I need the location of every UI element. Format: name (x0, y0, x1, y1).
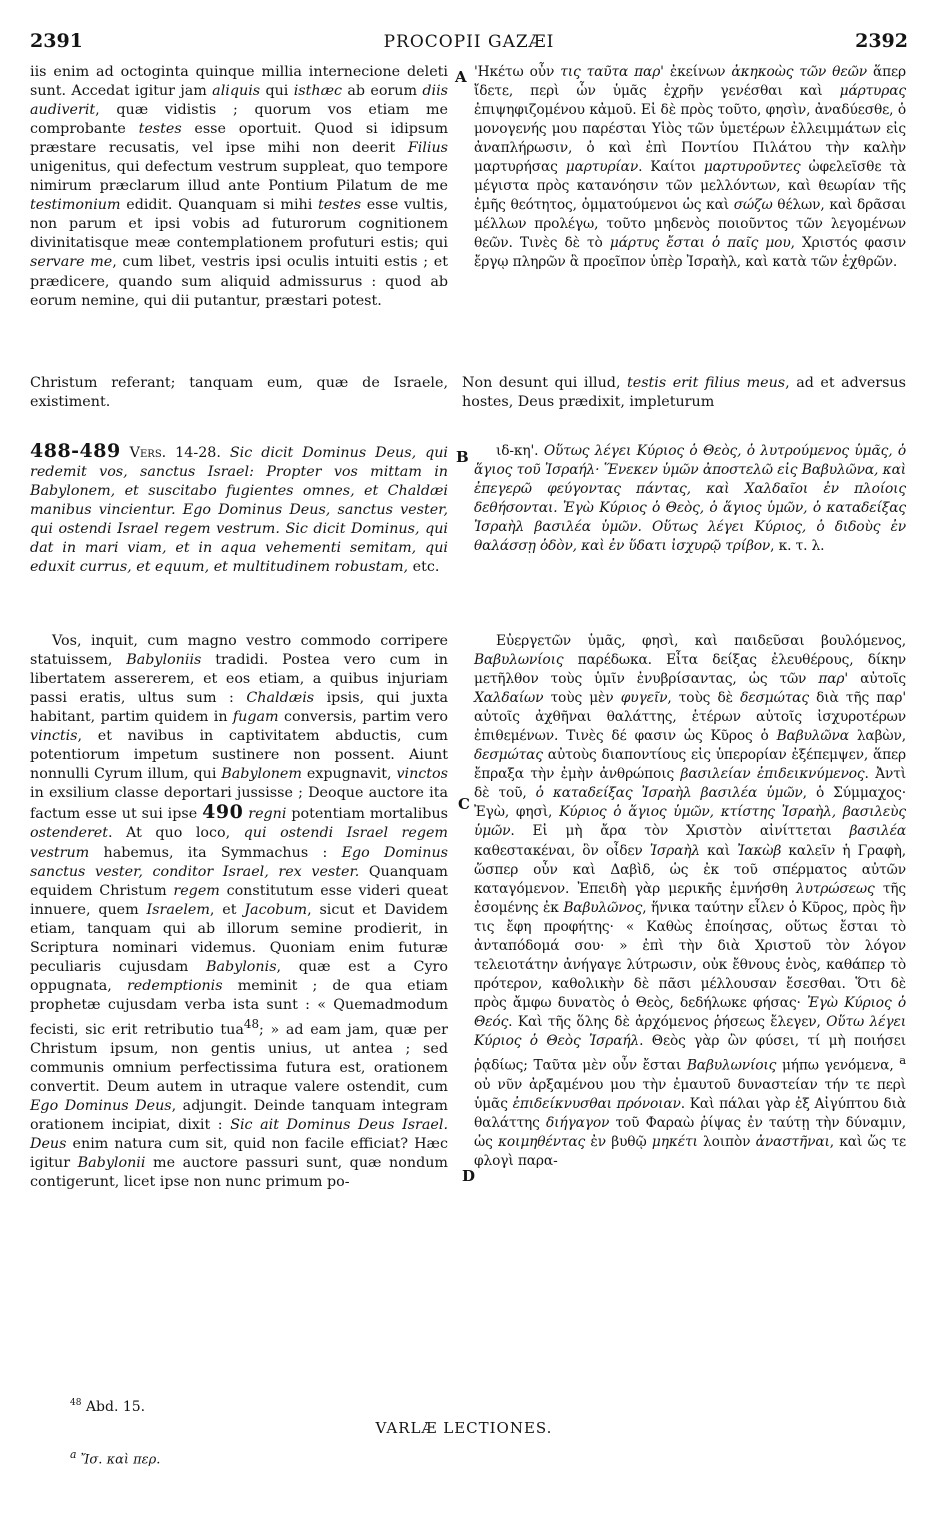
variant-reading-a: $^a$ Ἴσ. καὶ περ. (70, 1448, 161, 1468)
margin-marker-a: A (455, 68, 467, 86)
footnote-number: 48 (70, 1398, 82, 1408)
latin-paragraph-c (30, 632, 448, 1192)
variae-lectiones-heading: VARLÆ LECTIONES. (375, 1419, 553, 1437)
latin-column-b (30, 442, 448, 577)
greek-paragraph-c: Εὐεργετῶν ὑμᾶς, φησὶ, καὶ παιδεῦσαι βουλόμενος, Βαβυλωνίοις παρέδωκα. Εἶτα δείξας ἐλευθέρους, δίκην μετῆλθον τοὺς ὑμῖν ἐνυβρίσαντας, ὡς τῶν παρ' αὐτοῖς Χαλδαίων τοὺς μὲν φυγεῖν, τοὺς δὲ δεσμώτας διὰ τῆς παρ' αὐτοῖς ἀχθῆναι θαλάττης, ἑτέρων αὐτοῖς ἰσχυροτέρων ἐπιθεμένων. Τινὲς δέ φασιν ὡς Κῦρος ὁ Βαβυλῶνα λαβὼν, δεσμώτας αὐτοὺς διαποντίους εἰς ὑπερορίαν ἐξέπεμψεν, ἅπερ ἔπραξα τὴν ἐμὴν ἀνθρώποις βασιλείαν ἐπιδεικνύμενος. Ἀντὶ δὲ τοῦ, ὁ καταδείξας Ἰσραὴλ βασιλέα ὑμῶν, ὁ Σύμμαχος· Ἐγὼ, φησὶ, Κύριος ὁ ἅγιος ὑμῶν, κτίστης Ἰσραὴλ, βασιλεὺς ὑμῶν. Εἰ μὴ ἄρα τὸν Χριστὸν αἰνίττεται βασιλέα καθεστακέναι, ὃν οἶδεν Ἰσραὴλ καὶ Ἰακὼβ καλεῖν ἡ Γραφὴ, ὥσπερ οὖν καὶ Δαβὶδ, ὡς ἐκ τοῦ σπέρματος αὐτῶν καταγόμενον. Ἐπειδὴ γὰρ μερικῆς ἐμνήσθη λυτρώσεως τῆς ἐσομένης ἐκ Βαβυλῶνος, ἥνικα ταύτην εἷλεν ὁ Κῦρος, πρὸς ἣν τις ἔφη προφήτης· « Καθὼς ἐποίησας, οὕτως ἔσται τὸ ἀνταπόδομά σου· » ἐπὶ τὴν διὰ Χριστοῦ τὸν λόγον τελειοτάτην ἀνήγαγε λύτρωσιν, οὐκ ἔθνους ἑνὸς, καθάπερ τὸ πρότερον, καθολικὴν δὲ πᾶσι μέλλουσαν ἔσεσθαι. Ὅτι δὲ πρὸς ἄμφω δυνατὸς ὁ Θεὸς, δεδήλωκε φήσας· Ἐγὼ Κύριος ὁ Θεός. Καὶ τῆς ὅλης δὲ ἀρχόμενος ῥήσεως ἔλεγεν, Οὕτω λέγει Κύριος ὁ Θεὸς Ἰσραήλ. Θεὸς γὰρ ὢν φύσει, τί μὴ ποιήσει ῥᾳδίως; Ταῦτα μὲν οὖν ἔσται Βαβυλωνίοις μήπω γενόμενα, $^a$ οὐ νῦν ἀρξαμένου μου τὴν ἐμαυτοῦ δυναστείαν τήν τε περὶ ὑμᾶς ἐπιδείκνυσθαι πρόνοιαν. Καὶ πάλαι γὰρ ἐξ Αἰγύπτου διὰ θαλάττης διήγαγον τοῦ Φαραὼ ῥίψας ἐν ταύτῃ τὴν δύναμιν, ὡς κοιμηθέντας ἐν βυθῷ μηκέτι λοιπὸν ἀναστῆναι, καὶ ὥς τε φλογὶ παρα- (474, 633, 907, 1169)
latin-continuation (30, 374, 448, 412)
column-number-488-489: 488-489 (30, 440, 121, 462)
column-number-490: 490 (202, 801, 244, 824)
greek-column-a (474, 63, 906, 273)
verse-reference: Vers. 14-28. (129, 445, 221, 461)
latin-column-c (30, 632, 448, 1192)
greek-paragraph-a: 'Ηκέτω οὖν τις ταῦτα παρ' ἐκείνων ἀκηκοὼς τῶν θεῶν ἅπερ ἴδετε, περὶ ὧν ὑμᾶς ἐχρῆν γενέσθαι καὶ μάρτυρας ἐπιψηφιζομένου κἀμοῦ. Εἰ δὲ πρὸς τοῦτο, φησὶν, ἀναδύεσθε, ὁ μονογενής μου παρέσται Υἱὸς τῶν ὑμετέρων ἐλλειμμάτων εἰς ἀναπλήρωσιν, ὁ καὶ ἐπὶ Ποντίου Πιλάτου τὴν καλὴν μαρτυρήσας μαρτυρίαν. Καίτοι μαρτυροῦντες ὠφελεῖσθε τὰ μέγιστα πρὸς κατανόησιν τῶν μελλόντων, καὶ θεωρίαν τῆς ἐμῆς θεότητος, ὀμματούμενοι ὡς καὶ σώζω θέλων, καὶ δρᾶσαι μέλλων προλέγω, τοῦτο μηδενὸς ποιοῦντος τῶν λεγομένων θεῶν. Τινὲς δὲ τὸ μάρτυς ἔσται ὁ παῖς μου, Χριστός φασιν ἔργῳ πληρῶν ἃ προεῖπον ὑπὲρ Ἰσραὴλ, καὶ κατὰ τῶν ἐχθρῶν. (474, 64, 906, 271)
latin-continuation-right-text: Non desunt qui illud, testis erit filius meus, ad et adversus hostes, Deus prædixit, impleturum (462, 375, 907, 411)
margin-marker-d: D (462, 1167, 476, 1185)
latin-commentary-part-1: Vos, inquit, cum magno vestro commodo corripere statuissem, Babyloniis tradidi. Postea vero cum in libertatem assererem, et eos etiam, a quibus injuriam passi eratis, ultus sum : Chaldæis ipsis, qui juxta habitant, partim quidem in fugam conversis, partim vero vinctis, et navibus in captivitatem abductis, cum potentiorum impetum sustinere non possent. Aiunt nonnulli Cyrum illum, qui Babylonem expugnavit, vinctos in exsilium classe deportari jussisse ; Deoque auctore ita factum esse ut sui ipse (30, 633, 448, 823)
latin-continuation-text: Christum referant; tanquam eum, quæ de Israele, existiment. (30, 375, 448, 411)
latin-continuation-right (462, 374, 906, 412)
latin-paragraph-b (30, 442, 448, 577)
margin-marker-b: B (456, 448, 469, 466)
margin-marker-c: C (458, 795, 470, 813)
footnote-48 (70, 1398, 145, 1415)
latin-column-a (30, 63, 448, 311)
latin-verse-text: Sic dicit Dominus Deus, qui redemit vos, sanctus Israel: Propter vos mittam in Babylonem, et suscitabo fugientes omnes, et Chaldæi manibus vincientur. Ego Dominus Deus, sanctus vester, qui ostendi Israel regem vestrum. Sic dicit Dominus, qui dat in mari viam, et in aqua vehementi semitam, qui eduxit currus, et equum, et multitudinem robustam, etc. (30, 445, 449, 576)
footnote-text: Abd. 15. (85, 1399, 146, 1415)
greek-column-c (474, 632, 906, 1171)
page-number-right: 2392 (855, 30, 908, 52)
running-header (30, 30, 908, 56)
page-number-left: 2391 (30, 30, 83, 52)
latin-paragraph-a: iis enim ad octoginta quinque millia internecione deleti sunt. Accedat igitur jam aliquis qui isthæc ab eorum diis audiverit, quæ vidistis ; quorum vos etiam me comprobante testes esse oportuit. Quod si idipsum præstare recusatis, vel ipse mihi non deerit Filius unigenitus, qui defectum vestrum suppleat, quo tempore nimirum præclarum illud ante Pontium Pilatum de me testimonium edidit. Quanquam si mihi testes esse vultis, non parum et ipsi vobis ad futurorum cognitionem divinitatisque meæ contemplationem profuturi estis; qui servare me, cum libet, vestris ipsi oculis intuiti estis ; et prædicere, quando sum aliquid admissurus : quod ab eorum nemine, qui dii putantur, præstari potest. (30, 64, 449, 309)
greek-column-b (474, 442, 906, 556)
latin-commentary-part-2: regni potentiam mortalibus ostenderet. At quo loco, qui ostendi Israel regem vestrum habemus, ita Symmachus : Ego Dominus sanctus vester, conditor Israel, rex vester. Quanquam equidem Christum regem constitutum esse videri queat innuere, quem Israelem, et Jacobum, sicut et Davidem etiam, tanquam qui ab illorum semine prodierit, in Scriptura nominari videmus. Quoniam enim futuræ peculiaris cujusdam Babylonis, quæ est a Cyro oppugnata, redemptionis meminit ; de qua etiam prophetæ cujusdam verba ista sunt : « Quemadmodum fecisti, sic erit retributio tua$^{48}$; » ad eam jam, quæ per Christum ipsum, non gentis unius, ut antea ; sed communis omnium perfectissima futura est, orationem convertit. Deum autem in utraque valere ostendit, cum Ego Dominus Deus, adjungit. Deinde tanquam integram orationem incipiat, dixit : Sic ait Dominus Deus Israel. Deus enim natura cum sit, quid non facile efficiat? Hæc igitur Babylonii me auctore passuri sunt, quæ nondum contigerunt, licet ipse non nunc primum po- (30, 806, 449, 1191)
running-title: PROCOPII GAZÆI (383, 32, 555, 52)
greek-paragraph-b: ιδ-κη'. Οὕτως λέγει Κύριος ὁ Θεὸς, ὁ λυτρούμενος ὑμᾶς, ὁ ἅγιος τοῦ Ἰσραήλ· Ἕνεκεν ὑμῶν ἀποστελῶ εἰς Βαβυλῶνα, καὶ ἐπεγερῶ φεύγοντας πάντας, καὶ Χαλδαῖοι ἐν πλοίοις δεθήσονται. Ἐγὼ Κύριος ὁ Θεὸς, ὁ ἅγιος ὑμῶν, ὁ καταδείξας Ἰσραὴλ βασιλέα ὑμῶν. Οὕτως λέγει Κύριος, ὁ διδοὺς ἐν θαλάσσῃ ὁδὸν, καὶ ἐν ὕδατι ἰσχυρῷ τρίβον, κ. τ. λ. (474, 443, 906, 555)
